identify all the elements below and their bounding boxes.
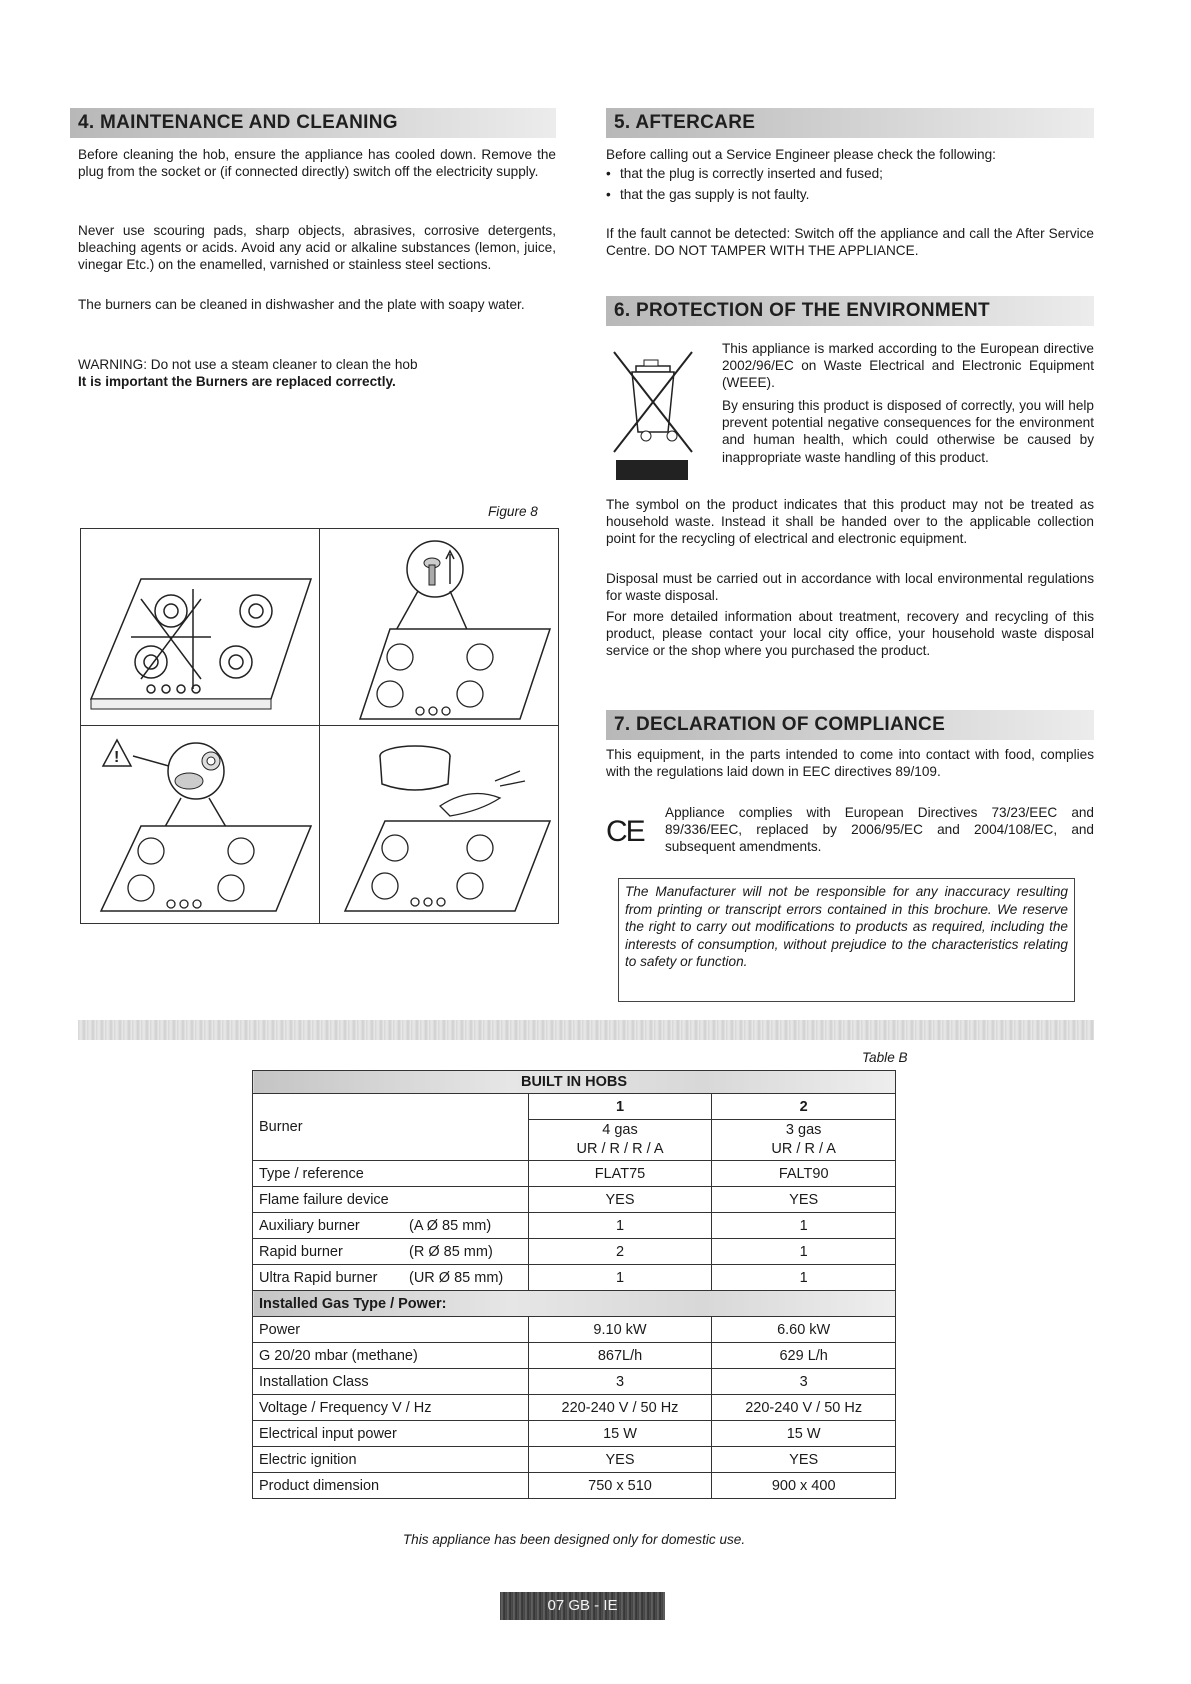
burner-1-cell: 4 gas UR / R / R / A	[528, 1120, 712, 1161]
table-row: Rapid burner (R Ø 85 mm) 2 1	[253, 1239, 896, 1265]
table-row: Product dimension 750 x 510 900 x 400	[253, 1473, 896, 1499]
table-title: BUILT IN HOBS	[253, 1071, 896, 1094]
figure-panel-warning	[80, 725, 320, 924]
environment-paragraph-2: By ensuring this product is disposed of correctly, you will help prevent potential negative consequences for the environment and human health, which could otherwise be caused by inappropriate waste handling of this product.	[722, 398, 1094, 465]
aftercare-fault: If the fault cannot be detected: Switch off the appliance and call the After Service Centre. DO NOT TAMPER WITH THE APPLIANCE.	[606, 226, 1094, 259]
environment-heading: 6. PROTECTION OF THE ENVIRONMENT	[606, 296, 1094, 326]
table-header-row	[253, 1094, 896, 1120]
environment-paragraph-3: The symbol on the product indicates that this product may not be treated as household waste. Instead it shall be handed over to the applicable collection point for the recycling of electrical and electronic equipment.	[606, 497, 1094, 547]
compliance-heading: 7. DECLARATION OF COMPLIANCE	[606, 710, 1094, 740]
table-caption: Table B	[862, 1050, 908, 1065]
table-row: Voltage / Frequency V / Hz 220-240 V / 50 Hz 220-240 V / 50 Hz	[253, 1395, 896, 1421]
svg-text:!: !	[114, 749, 120, 766]
washing-illustration	[320, 726, 558, 923]
figure-panel-washing	[319, 725, 559, 924]
weee-bin-icon	[608, 344, 698, 484]
page-number: 07 GB - IE	[500, 1592, 665, 1620]
figure-panel-hob	[80, 528, 320, 726]
table-row: G 20/20 mbar (methane) 867L/h 629 L/h	[253, 1343, 896, 1369]
figure-caption: Figure 8	[488, 504, 538, 519]
burner-label: Burner	[253, 1094, 529, 1161]
table-title-row	[253, 1071, 896, 1094]
column-1-header: 1	[528, 1094, 712, 1120]
table-row: Flame failure device YES YES	[253, 1187, 896, 1213]
hob-illustration	[81, 529, 319, 725]
maintenance-paragraph-1: Before cleaning the hob, ensure the appliance has cooled down. Remove the plug from the socket or (if connected directly) switch off the electricity supply.	[78, 147, 556, 180]
installed-gas-section: Installed Gas Type / Power:	[253, 1291, 896, 1317]
table-row: Electrical input power 15 W 15 W	[253, 1421, 896, 1447]
aftercare-bullet-1: • that the plug is correctly inserted and fused;	[606, 166, 883, 181]
table-row: Installation Class 3 3	[253, 1369, 896, 1395]
manufacturer-disclaimer: The Manufacturer will not be responsible for any inaccuracy resulting from printing or transcript errors contained in this brochure. We reserve the right to carry out modifications to products as required, including the interests of consumption, without prejudice to the characteristics relating to safety or function.	[618, 878, 1075, 1002]
maintenance-heading: 4. MAINTENANCE AND CLEANING	[70, 108, 556, 138]
ce-mark: CE	[606, 815, 644, 848]
environment-paragraph-5: For more detailed information about treatment, recovery and recycling of this product, please contact your local city office, your household waste disposal service or the shop where you purchased the product.	[606, 609, 1094, 659]
built-in-hobs-table	[252, 1070, 896, 1499]
maintenance-paragraph-2: Never use scouring pads, sharp objects, abrasives, corrosive detergents, bleaching agents or acids. Avoid any acid or alkaline substances (lemon, juice, vinegar Etc.) on the enamelled, varnished or stainless steel sections.	[78, 223, 556, 273]
table-row: Ultra Rapid burner (UR Ø 85 mm) 1 1	[253, 1265, 896, 1291]
table-row: Auxiliary burner (A Ø 85 mm) 1 1	[253, 1213, 896, 1239]
table-footnote: This appliance has been designed only for domestic use.	[402, 1532, 746, 1547]
divider-band	[78, 1020, 1094, 1040]
environment-paragraph-1: This appliance is marked according to the European directive 2002/96/EC on Waste Electrical and Electronic Equipment (WEEE).	[722, 341, 1094, 391]
warning-text: WARNING: Do not use a steam cleaner to clean the hob	[78, 357, 418, 372]
burner-removal-illustration	[320, 529, 558, 725]
table-row: Power 9.10 kW 6.60 kW	[253, 1317, 896, 1343]
table-section-row	[253, 1291, 896, 1317]
figure-panel-burner-removal	[319, 528, 559, 726]
table-row: Type / reference FLAT75 FALT90	[253, 1161, 896, 1187]
column-2-header: 2	[712, 1094, 896, 1120]
maintenance-paragraph-3: The burners can be cleaned in dishwasher and the plate with soapy water.	[78, 297, 525, 312]
compliance-paragraph-1: This equipment, in the parts intended to come into contact with food, complies with the regulations laid down in EEC directives 89/109.	[606, 747, 1094, 780]
compliance-paragraph-2: Appliance complies with European Directives 73/23/EEC and 89/336/EEC, replaced by 2006/95/EC and 2004/108/EC, and subsequent amendments.	[665, 805, 1094, 855]
table-row: Electric ignition YES YES	[253, 1447, 896, 1473]
burner-2-cell: 3 gas UR / R / A	[712, 1120, 896, 1161]
burner-placement-illustration	[81, 726, 319, 923]
important-text: It is important the Burners are replaced correctly.	[78, 374, 396, 389]
environment-paragraph-4: Disposal must be carried out in accordance with local environmental regulations for waste disposal.	[606, 571, 1094, 604]
figure-8	[80, 528, 558, 924]
aftercare-intro: Before calling out a Service Engineer please check the following:	[606, 147, 996, 162]
aftercare-heading: 5. AFTERCARE	[606, 108, 1094, 138]
aftercare-bullet-2: • that the gas supply is not faulty.	[606, 187, 810, 202]
